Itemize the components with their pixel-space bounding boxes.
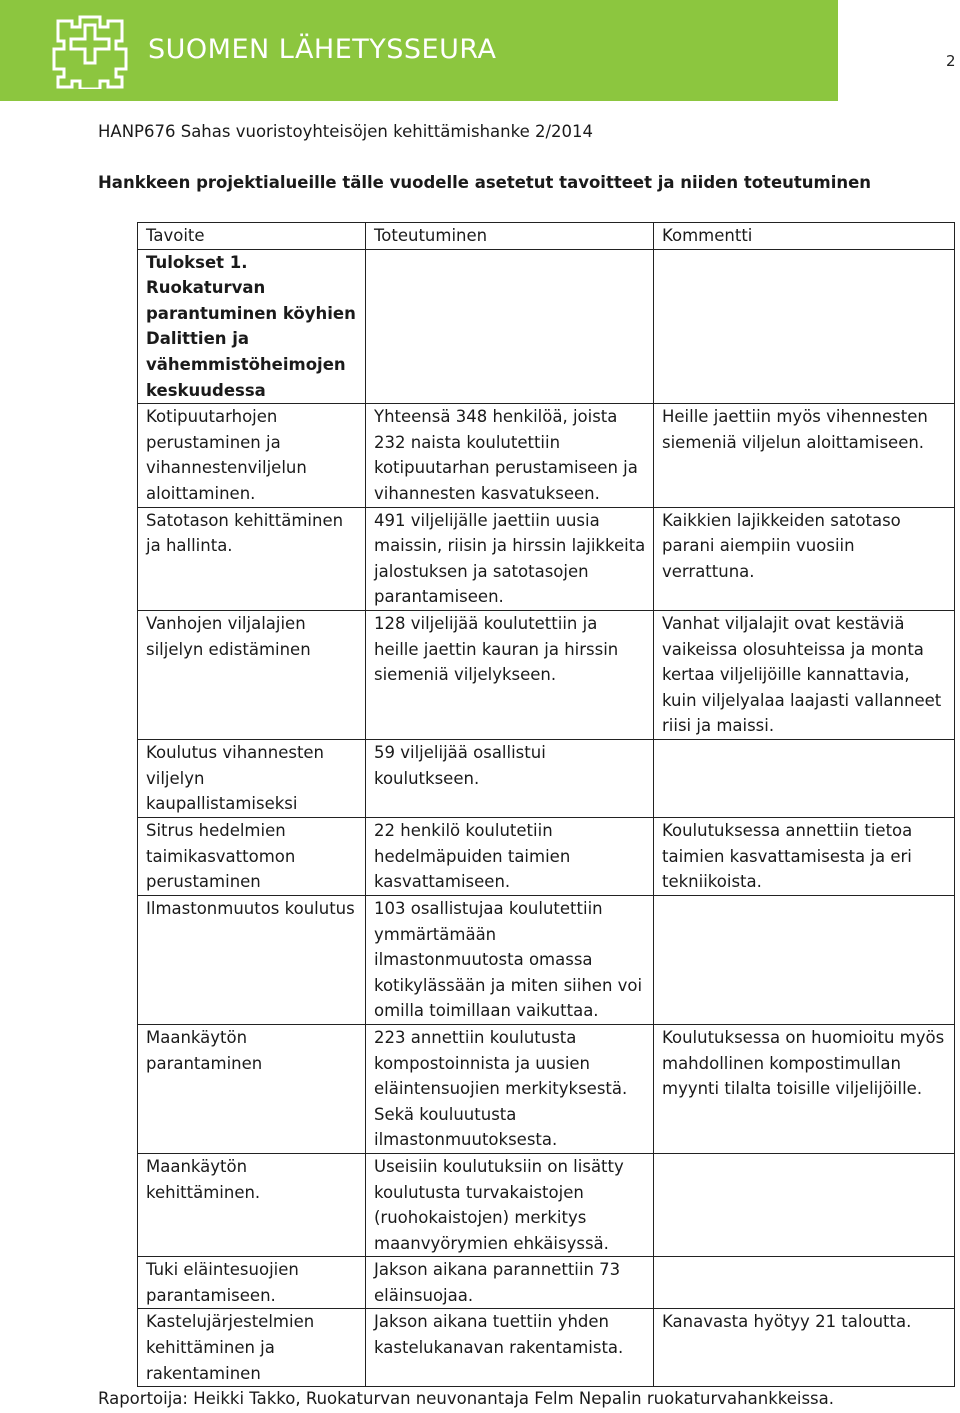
section-title: Tulokset 1. Ruokaturvan parantuminen köyhien Dalittien ja vähemmistöheimojen keskuudessa [138,249,366,404]
goal-cell: Ilmastonmuutos koulutus [138,895,366,1024]
table-row [138,1153,955,1256]
result-cell: Jakson aikana tuettiin yhden kastelukanavan rakentamista. [366,1309,654,1387]
comment-cell: Kanavasta hyötyy 21 taloutta. [654,1309,955,1387]
result-cell: 22 henkilö koulutetiin hedelmäpuiden taimien kasvattamiseen. [366,817,654,895]
table-row [138,1257,955,1309]
goal-cell: Sitrus hedelmien taimikasvattomon perustaminen [138,817,366,895]
table-cell-empty [366,249,654,404]
table-row [138,610,955,739]
column-header-comment: Kommentti [654,223,955,250]
table-header-row [138,223,955,250]
comment-cell [654,895,955,1024]
table-row [138,404,955,507]
table-cell-empty [654,249,955,404]
table-row [138,739,955,817]
table-row [138,507,955,610]
column-header-result: Toteutuminen [366,223,654,250]
goal-cell: Maankäytön parantaminen [138,1024,366,1153]
goal-cell: Maankäytön kehittäminen. [138,1153,366,1256]
document-heading: Hankkeen projektialueille tälle vuodelle asetetut tavoitteet ja niiden toteutuminen [98,173,872,192]
organization-name: SUOMEN LÄHETYSSEURA [148,34,497,65]
comment-cell: Vanhat viljalajit ovat kestäviä vaikeissa olosuhteissa ja monta kertaa viljelijöille kannattavia, kuin viljelyalaa laajasti vallanneet riisi ja maissi. [654,610,955,739]
goal-cell: Kastelujärjestelmien kehittäminen ja rakentaminen [138,1309,366,1387]
table-row [138,895,955,1024]
header-banner [0,0,838,101]
goals-table [137,222,955,1387]
report-footer: Raportoija: Heikki Takko, Ruokaturvan neuvonantaja Felm Nepalin ruokaturvahankkeissa. [98,1389,834,1408]
table-row [138,817,955,895]
section-title-row [138,249,955,404]
goal-cell: Tuki eläintesuojien parantamiseen. [138,1257,366,1309]
column-header-goal: Tavoite [138,223,366,250]
document-title: HANP676 Sahas vuoristoyhteisöjen kehittämishanke 2/2014 [98,122,594,141]
goal-cell: Koulutus vihannesten viljelyn kaupallistamiseksi [138,739,366,817]
cross-logo-icon [52,13,128,89]
goal-cell: Vanhojen viljalajien siljelyn edistäminen [138,610,366,739]
page-number: 2 [946,52,956,70]
result-cell: 223 annettiin koulutusta kompostoinnista ja uusien eläintensuojien merkityksestä. Sekä kouluutusta ilmastonmuutoksesta. [366,1024,654,1153]
comment-cell [654,739,955,817]
result-cell: 491 viljelijälle jaettiin uusia maissin, riisin ja hirssin lajikkeita jalostuksen ja satotasojen parantamiseen. [366,507,654,610]
result-cell: 59 viljelijää osallistui koulutkseen. [366,739,654,817]
goal-cell: Satotason kehittäminen ja hallinta. [138,507,366,610]
goal-cell: Kotipuutarhojen perustaminen ja vihannestenviljelun aloittaminen. [138,404,366,507]
result-cell: Yhteensä 348 henkilöä, joista 232 naista koulutettiin kotipuutarhan perustamiseen ja vihannesten kasvatukseen. [366,404,654,507]
comment-cell: Koulutuksessa on huomioitu myös mahdollinen kompostimullan myynti tilalta toisille viljelijöille. [654,1024,955,1153]
result-cell: 128 viljelijää koulutettiin ja heille jaettin kauran ja hirssin siemeniä viljelykseen. [366,610,654,739]
table-row [138,1024,955,1153]
result-cell: Useisiin koulutuksiin on lisätty koulutusta turvakaistojen (ruohokaistojen) merkitys maanvyörymien ehkäisyssä. [366,1153,654,1256]
comment-cell [654,1257,955,1309]
table-row [138,1309,955,1387]
comment-cell [654,1153,955,1256]
comment-cell: Koulutuksessa annettiin tietoa taimien kasvattamisesta ja eri tekniikoista. [654,817,955,895]
result-cell: Jakson aikana parannettiin 73 eläinsuojaa. [366,1257,654,1309]
result-cell: 103 osallistujaa koulutettiin ymmärtämään ilmastonmuutosta omassa kotikylässään ja miten siihen voi omilla toimillaan vaikuttaa. [366,895,654,1024]
comment-cell: Heille jaettiin myös vihennesten siemeniä viljelun aloittamiseen. [654,404,955,507]
comment-cell: Kaikkien lajikkeiden satotaso parani aiempiin vuosiin verrattuna. [654,507,955,610]
